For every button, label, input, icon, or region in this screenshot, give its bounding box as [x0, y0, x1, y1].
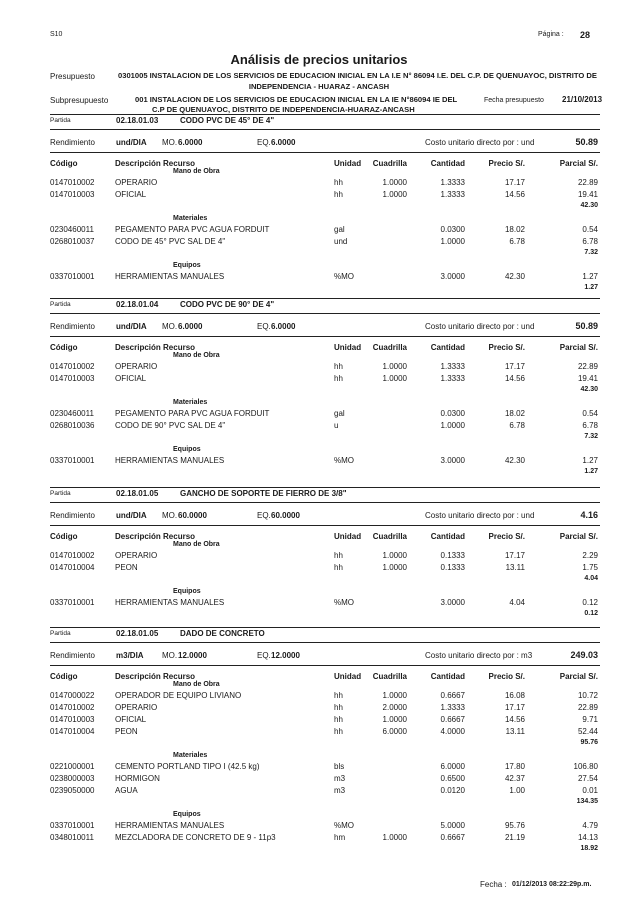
row-code: 0147010002 — [50, 178, 95, 187]
partida-name: CODO PVC DE 45° DE 4" — [180, 116, 275, 125]
row-precio: 17.80 — [504, 762, 525, 771]
group-subtotal: 0.12 — [584, 610, 598, 617]
row-description: PEON — [115, 563, 138, 572]
partida-name: CODO PVC DE 90° DE 4" — [180, 300, 275, 309]
row-cantidad: 3.0000 — [440, 272, 465, 281]
row-unit: hh — [334, 727, 343, 736]
group-title: Equipos — [173, 446, 201, 453]
group-subtotal: 95.76 — [580, 739, 598, 746]
row-precio: 17.17 — [504, 703, 525, 712]
row-parcial: 19.41 — [577, 190, 598, 199]
eq-label: EQ. — [257, 511, 271, 520]
row-unit: hh — [334, 190, 343, 199]
row-cantidad: 0.6667 — [440, 691, 465, 700]
row-precio: 18.02 — [504, 409, 525, 418]
row-unit: %MO — [334, 598, 354, 607]
rendimiento-rule — [50, 152, 600, 153]
col-header-precio: Precio S/. — [488, 532, 525, 541]
col-header-cantidad: Cantidad — [430, 159, 465, 168]
mo-label: MO. — [162, 138, 178, 147]
row-cantidad: 0.6667 — [440, 833, 465, 842]
presupuesto-line1: 0301005 INSTALACION DE LOS SERVICIOS DE EDUCACION INICIAL EN LA I.E N° 86094 I.E. DEL C.P. DE QUENUAYOC, DISTRITO DE — [118, 71, 597, 80]
row-parcial: 22.89 — [577, 362, 598, 371]
row-cantidad: 0.0300 — [440, 409, 465, 418]
col-header-cuadrilla: Cuadrilla — [372, 343, 407, 352]
row-parcial: 0.12 — [582, 598, 598, 607]
row-unit: gal — [334, 409, 345, 418]
row-unit: hh — [334, 691, 343, 700]
row-cantidad: 3.0000 — [440, 598, 465, 607]
col-header-descripcion: Descripción Recurso — [115, 532, 196, 541]
row-unit: %MO — [334, 272, 354, 281]
row-parcial: 19.41 — [577, 374, 598, 383]
rendimiento-unit: und/DIA — [116, 511, 147, 520]
row-cantidad: 1.3333 — [440, 190, 465, 199]
footer-fecha-label: Fecha : — [480, 880, 507, 889]
row-cuadrilla: 6.0000 — [382, 727, 407, 736]
row-parcial: 106.80 — [573, 762, 598, 771]
group-subtotal: 1.27 — [584, 468, 598, 475]
col-header-codigo: Código — [50, 343, 78, 352]
row-parcial: 1.75 — [582, 563, 598, 572]
row-cantidad: 0.1333 — [440, 563, 465, 572]
costo-value: 249.03 — [570, 650, 598, 660]
col-header-descripcion: Descripción Recurso — [115, 343, 196, 352]
row-cantidad: 3.0000 — [440, 456, 465, 465]
row-cantidad: 1.0000 — [440, 237, 465, 246]
row-unit: hh — [334, 374, 343, 383]
group-title: Materiales — [173, 752, 208, 759]
partida-top-rule — [50, 627, 600, 628]
costo-value: 50.89 — [575, 321, 598, 331]
row-parcial: 9.71 — [582, 715, 598, 724]
row-parcial: 6.78 — [582, 421, 598, 430]
row-cantidad: 0.1333 — [440, 551, 465, 560]
row-cuadrilla: 1.0000 — [382, 374, 407, 383]
eq-value: 6.0000 — [271, 138, 296, 147]
group-title: Equipos — [173, 588, 201, 595]
row-cuadrilla: 1.0000 — [382, 563, 407, 572]
row-description: HERRAMIENTAS MANUALES — [115, 598, 225, 607]
presupuesto-label: Presupuesto — [50, 72, 95, 81]
row-cantidad: 1.3333 — [440, 703, 465, 712]
eq-label: EQ. — [257, 138, 271, 147]
row-cuadrilla: 1.0000 — [382, 190, 407, 199]
row-precio: 95.76 — [504, 821, 525, 830]
partida-code: 02.18.01.05 — [116, 629, 159, 638]
col-header-parcial: Parcial S/. — [559, 343, 598, 352]
subpresupuesto-label: Subpresupuesto — [50, 96, 109, 105]
row-description: HERRAMIENTAS MANUALES — [115, 272, 225, 281]
row-unit: %MO — [334, 821, 354, 830]
rendimiento-rule — [50, 336, 600, 337]
row-description: HORMIGON — [115, 774, 160, 783]
app-code: S10 — [50, 31, 63, 38]
row-code: 0147010002 — [50, 703, 95, 712]
partida-rule — [50, 502, 600, 503]
row-unit: bls — [334, 762, 345, 771]
row-unit: u — [334, 421, 339, 430]
row-cantidad: 1.0000 — [440, 421, 465, 430]
row-precio: 14.56 — [504, 715, 525, 724]
row-description: MEZCLADORA DE CONCRETO DE 9 - 11p3 — [115, 833, 276, 842]
row-parcial: 6.78 — [582, 237, 598, 246]
row-parcial: 52.44 — [577, 727, 598, 736]
row-code: 0337010001 — [50, 598, 95, 607]
row-code: 0268010037 — [50, 237, 95, 246]
row-cuadrilla: 1.0000 — [382, 551, 407, 560]
partida-top-rule — [50, 487, 600, 488]
partida-top-rule — [50, 298, 600, 299]
group-title: Materiales — [173, 399, 208, 406]
row-code: 0147010004 — [50, 727, 95, 736]
row-precio: 21.19 — [504, 833, 525, 842]
group-subtotal: 1.27 — [584, 284, 598, 291]
row-unit: hh — [334, 703, 343, 712]
row-description: CODO DE 45° PVC SAL DE 4" — [115, 237, 226, 246]
rendimiento-unit: und/DIA — [116, 138, 147, 147]
group-title: Equipos — [173, 262, 201, 269]
rendimiento-unit: und/DIA — [116, 322, 147, 331]
col-header-cantidad: Cantidad — [430, 343, 465, 352]
partida-rule — [50, 313, 600, 314]
col-header-cuadrilla: Cuadrilla — [372, 532, 407, 541]
partida-top-rule — [50, 114, 600, 115]
row-description: PEGAMENTO PARA PVC AGUA FORDUIT — [115, 409, 270, 418]
row-description: OPERARIO — [115, 551, 158, 560]
row-cuadrilla: 1.0000 — [382, 691, 407, 700]
col-header-parcial: Parcial S/. — [559, 672, 598, 681]
row-precio: 14.56 — [504, 374, 525, 383]
col-header-descripcion: Descripción Recurso — [115, 672, 196, 681]
row-cantidad: 0.0120 — [440, 786, 465, 795]
col-header-cuadrilla: Cuadrilla — [372, 672, 407, 681]
row-code: 0268010036 — [50, 421, 95, 430]
rendimiento-label: Rendimiento — [50, 651, 95, 660]
row-precio: 6.78 — [509, 421, 525, 430]
row-code: 0147000022 — [50, 691, 95, 700]
row-unit: hh — [334, 362, 343, 371]
row-cuadrilla: 1.0000 — [382, 833, 407, 842]
row-unit: hh — [334, 715, 343, 724]
group-subtotal: 42.30 — [580, 202, 598, 209]
row-unit: %MO — [334, 456, 354, 465]
row-cuadrilla: 1.0000 — [382, 715, 407, 724]
row-code: 0147010003 — [50, 190, 95, 199]
row-code: 0230460011 — [50, 225, 94, 234]
row-precio: 17.17 — [504, 362, 525, 371]
mo-label: MO. — [162, 322, 178, 331]
row-parcial: 22.89 — [577, 703, 598, 712]
col-header-cantidad: Cantidad — [430, 672, 465, 681]
row-precio: 14.56 — [504, 190, 525, 199]
row-code: 0147010003 — [50, 374, 95, 383]
row-description: PEON — [115, 727, 138, 736]
eq-value: 12.0000 — [271, 651, 300, 660]
row-parcial: 22.89 — [577, 178, 598, 187]
group-subtotal: 7.32 — [584, 433, 598, 440]
row-cantidad: 0.6667 — [440, 715, 465, 724]
row-description: OPERARIO — [115, 362, 158, 371]
row-cantidad: 4.0000 — [440, 727, 465, 736]
row-cantidad: 1.3333 — [440, 178, 465, 187]
col-header-cuadrilla: Cuadrilla — [372, 159, 407, 168]
group-title: Mano de Obra — [173, 681, 220, 688]
costo-label: Costo unitario directo por : und — [425, 138, 535, 147]
row-description: OPERARIO — [115, 703, 158, 712]
costo-label: Costo unitario directo por : und — [425, 322, 535, 331]
row-description: HERRAMIENTAS MANUALES — [115, 456, 225, 465]
row-unit: gal — [334, 225, 345, 234]
partida-label: Partida — [50, 301, 71, 308]
page-number: 28 — [580, 30, 591, 40]
row-description: HERRAMIENTAS MANUALES — [115, 821, 225, 830]
partida-label: Partida — [50, 117, 71, 124]
row-unit: hh — [334, 551, 343, 560]
partida-rule — [50, 129, 600, 130]
row-precio: 1.00 — [509, 786, 525, 795]
partida-code: 02.18.01.04 — [116, 300, 159, 309]
costo-value: 50.89 — [575, 137, 598, 147]
col-header-cantidad: Cantidad — [430, 532, 465, 541]
row-precio: 13.11 — [505, 563, 525, 572]
partida-rule — [50, 642, 600, 643]
presupuesto-line2: INDEPENDENCIA - HUARAZ - ANCASH — [248, 82, 390, 91]
row-code: 0337010001 — [50, 456, 95, 465]
row-precio: 17.17 — [504, 551, 525, 560]
col-header-descripcion: Descripción Recurso — [115, 159, 196, 168]
fecha-presupuesto-label: Fecha presupuesto — [484, 97, 544, 104]
row-description: OFICIAL — [115, 190, 147, 199]
rendimiento-label: Rendimiento — [50, 138, 95, 147]
subpresupuesto-line1: 001 INSTALACION DE LOS SERVICIOS DE EDUCACION INICIAL EN LA IE N°86094 IE DEL — [135, 95, 458, 104]
row-description: OPERARIO — [115, 178, 158, 187]
row-code: 0147010003 — [50, 715, 95, 724]
row-cantidad: 6.0000 — [440, 762, 465, 771]
footer-fecha-value: 01/12/2013 08:22:29p.m. — [512, 881, 592, 888]
eq-value: 6.0000 — [271, 322, 296, 331]
row-precio: 13.11 — [505, 727, 525, 736]
costo-label: Costo unitario directo por : und — [425, 511, 535, 520]
row-description: OFICIAL — [115, 715, 147, 724]
row-cantidad: 0.0300 — [440, 225, 465, 234]
row-code: 0147010002 — [50, 362, 95, 371]
rendimiento-rule — [50, 665, 600, 666]
costo-value: 4.16 — [580, 510, 598, 520]
rendimiento-label: Rendimiento — [50, 511, 95, 520]
row-code: 0239050000 — [50, 786, 95, 795]
row-code: 0238000003 — [50, 774, 95, 783]
row-cuadrilla: 1.0000 — [382, 178, 407, 187]
row-description: CEMENTO PORTLAND TIPO I (42.5 kg) — [115, 762, 260, 771]
subpresupuesto-line2: C.P DE QUENUAYOC, DISTRITO DE INDEPENDENCIA-HUARAZ-ANCASH — [152, 105, 415, 114]
row-parcial: 27.54 — [577, 774, 598, 783]
group-title: Mano de Obra — [173, 541, 220, 548]
row-cantidad: 0.6500 — [440, 774, 465, 783]
group-title: Mano de Obra — [173, 168, 220, 175]
row-cuadrilla: 2.0000 — [382, 703, 407, 712]
col-header-precio: Precio S/. — [488, 672, 525, 681]
partida-code: 02.18.01.05 — [116, 489, 159, 498]
row-precio: 42.30 — [504, 456, 525, 465]
col-header-precio: Precio S/. — [488, 343, 525, 352]
row-parcial: 4.79 — [582, 821, 598, 830]
partida-name: GANCHO DE SOPORTE DE FIERRO DE 3/8" — [180, 489, 347, 498]
col-header-unidad: Unidad — [334, 532, 362, 541]
eq-label: EQ. — [257, 651, 271, 660]
row-precio: 6.78 — [509, 237, 525, 246]
row-precio: 18.02 — [504, 225, 525, 234]
col-header-unidad: Unidad — [334, 159, 362, 168]
row-unit: hh — [334, 563, 343, 572]
fecha-presupuesto-value: 21/10/2013 — [562, 95, 603, 104]
col-header-unidad: Unidad — [334, 672, 362, 681]
group-subtotal: 7.32 — [584, 249, 598, 256]
rendimiento-unit: m3/DIA — [116, 651, 144, 660]
row-parcial: 0.01 — [582, 786, 598, 795]
col-header-parcial: Parcial S/. — [559, 532, 598, 541]
partida-code: 02.18.01.03 — [116, 116, 159, 125]
row-precio: 17.17 — [504, 178, 525, 187]
page-title: Análisis de precios unitarios — [230, 52, 408, 67]
partida-name: DADO DE CONCRETO — [180, 629, 265, 638]
row-code: 0147010002 — [50, 551, 95, 560]
mo-label: MO. — [162, 651, 178, 660]
costo-label: Costo unitario directo por : m3 — [425, 651, 533, 660]
row-code: 0221000001 — [50, 762, 95, 771]
eq-value: 60.0000 — [271, 511, 300, 520]
mo-value: 6.0000 — [178, 138, 203, 147]
row-code: 0337010001 — [50, 821, 95, 830]
row-unit: und — [334, 237, 348, 246]
row-precio: 42.37 — [504, 774, 525, 783]
rendimiento-rule — [50, 525, 600, 526]
col-header-parcial: Parcial S/. — [559, 159, 598, 168]
mo-value: 60.0000 — [178, 511, 207, 520]
row-parcial: 1.27 — [582, 272, 598, 281]
row-cantidad: 5.0000 — [440, 821, 465, 830]
row-cantidad: 1.3333 — [440, 362, 465, 371]
row-description: PEGAMENTO PARA PVC AGUA FORDUIT — [115, 225, 270, 234]
row-parcial: 0.54 — [582, 225, 598, 234]
row-precio: 42.30 — [504, 272, 525, 281]
col-header-precio: Precio S/. — [488, 159, 525, 168]
row-code: 0348010011 — [50, 833, 94, 842]
col-header-codigo: Código — [50, 159, 78, 168]
col-header-codigo: Código — [50, 532, 78, 541]
row-unit: hh — [334, 178, 343, 187]
col-header-unidad: Unidad — [334, 343, 362, 352]
partida-label: Partida — [50, 630, 71, 637]
row-precio: 4.04 — [509, 598, 525, 607]
row-code: 0230460011 — [50, 409, 94, 418]
row-unit: m3 — [334, 786, 346, 795]
row-parcial: 14.13 — [577, 833, 598, 842]
row-description: OFICIAL — [115, 374, 147, 383]
eq-label: EQ. — [257, 322, 271, 331]
group-subtotal: 134.35 — [576, 798, 598, 805]
group-subtotal: 4.04 — [584, 575, 598, 582]
row-unit: hm — [334, 833, 346, 842]
row-parcial: 10.72 — [577, 691, 598, 700]
row-parcial: 1.27 — [582, 456, 598, 465]
row-parcial: 2.29 — [582, 551, 598, 560]
row-unit: m3 — [334, 774, 346, 783]
partida-label: Partida — [50, 490, 71, 497]
row-code: 0337010001 — [50, 272, 95, 281]
col-header-codigo: Código — [50, 672, 78, 681]
row-description: OPERADOR DE EQUIPO LIVIANO — [115, 691, 242, 700]
mo-value: 6.0000 — [178, 322, 203, 331]
page-label: Página : — [538, 31, 564, 38]
row-cuadrilla: 1.0000 — [382, 362, 407, 371]
row-code: 0147010004 — [50, 563, 95, 572]
group-title: Equipos — [173, 811, 201, 818]
group-title: Materiales — [173, 215, 208, 222]
row-cantidad: 1.3333 — [440, 374, 465, 383]
group-title: Mano de Obra — [173, 352, 220, 359]
group-subtotal: 42.30 — [580, 386, 598, 393]
row-description: AGUA — [115, 786, 138, 795]
group-subtotal: 18.92 — [580, 845, 598, 852]
mo-value: 12.0000 — [178, 651, 207, 660]
row-precio: 16.08 — [504, 691, 525, 700]
rendimiento-label: Rendimiento — [50, 322, 95, 331]
mo-label: MO. — [162, 511, 178, 520]
row-parcial: 0.54 — [582, 409, 598, 418]
row-description: CODO DE 90° PVC SAL DE 4" — [115, 421, 226, 430]
